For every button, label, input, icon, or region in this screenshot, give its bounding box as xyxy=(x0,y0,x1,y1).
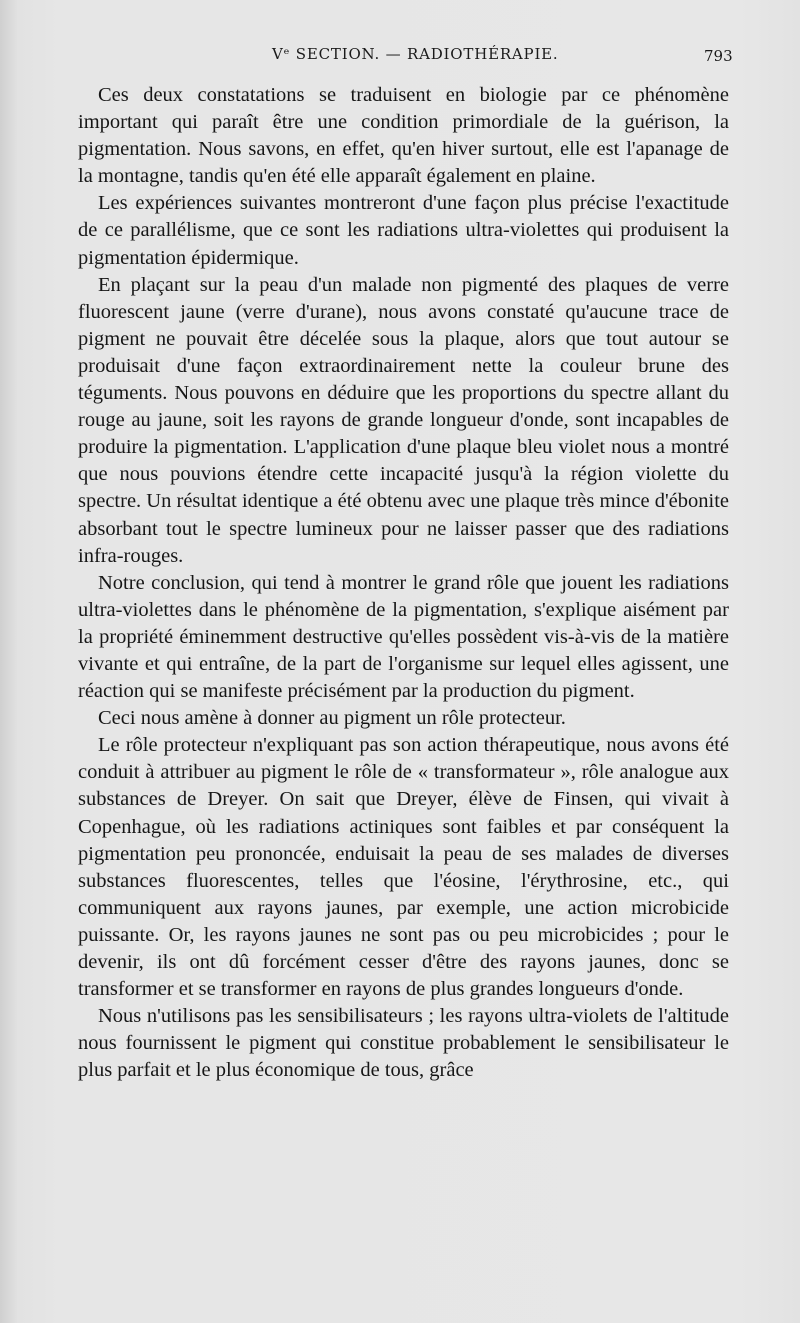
paragraph-6: Le rôle protecteur n'expliquant pas son action thérapeutique, nous avons été conduit à attribuer au pigment le rôle de « transformateur », rôle analogue aux substances de Dreyer. On sait que Dreyer, élève de Finsen, qui vivait à Copenhague, où les radiations actiniques sont faibles et par conséquent la pigmentation peu prononcée, enduisait la peau de ses malades de diverses substances fluorescentes, telles que l'éosine, l'érythrosine, etc., qui communiquent aux rayons jaunes, par exemple, une action microbicide puissante. Or, les rayons jaunes ne sont pas ou peu microbicides ; pour le devenir, ils ont dû forcément cesser d'être des rayons jaunes, donc se transformer et se transformer en rayons de plus grandes longueurs d'onde. xyxy=(78,734,729,1001)
body-text xyxy=(78,82,729,1084)
paragraph-1: Ces deux constatations se traduisent en biologie par ce phénomène important qui paraît être une condition primordiale de la guérison, la pigmentation. Nous savons, en effet, qu'en hiver surtout, elle est l'apanage de la montagne, tandis qu'en été elle apparaît également en plaine. xyxy=(78,84,729,188)
paragraph-2: Les expériences suivantes montreront d'une façon plus précise l'exactitude de ce parallélisme, que ce sont les radiations ultra-violettes qui produisent la pigmentation épidermique. xyxy=(78,192,729,269)
page-number: 793 xyxy=(704,47,733,65)
page-header xyxy=(0,45,800,71)
paragraph-7: Nous n'utilisons pas les sensibilisateurs ; les rayons ultra-violets de l'altitude nous fournissent le pigment qui constitue probablement le sensibilisateur le plus parfait et le plus économique de tous, grâce xyxy=(78,1005,729,1082)
paragraph-4: Notre conclusion, qui tend à montrer le grand rôle que jouent les radiations ultra-violettes dans le phénomène de la pigmentation, s'explique aisément par la propriété éminemment destructive qu'elles possèdent vis-à-vis de la matière vivante et qui entraîne, de la part de l'organisme sur lequel elles agissent, une réaction qui se manifeste précisément par la production du pigment. xyxy=(78,571,729,703)
paragraph-3: En plaçant sur la peau d'un malade non pigmenté des plaques de verre fluorescent jaune (verre d'urane), nous avons constaté qu'aucune trace de pigment ne pouvait être décelée sous la plaque, alors que tout autour se produisait d'une façon extraordinairement nette la couleur brune des téguments. Nous pouvons en déduire que les proportions du spectre allant du rouge au jaune, soit les rayons de grande longueur d'onde, sont incapables de produire la pigmentation. L'application d'une plaque bleu violet nous a montré que nous pouvions étendre cette incapacité jusqu'à la région violette du spectre. Un résultat identique a été obtenu avec une plaque très mince d'ébonite absorbant tout le spectre lumineux pour ne laisser passer que des radiations infra-rouges. xyxy=(78,273,729,567)
running-title: Vᵉ SECTION. — RADIOTHÉRAPIE. xyxy=(272,45,559,63)
paragraph-5: Ceci nous amène à donner au pigment un rôle protecteur. xyxy=(98,707,566,730)
